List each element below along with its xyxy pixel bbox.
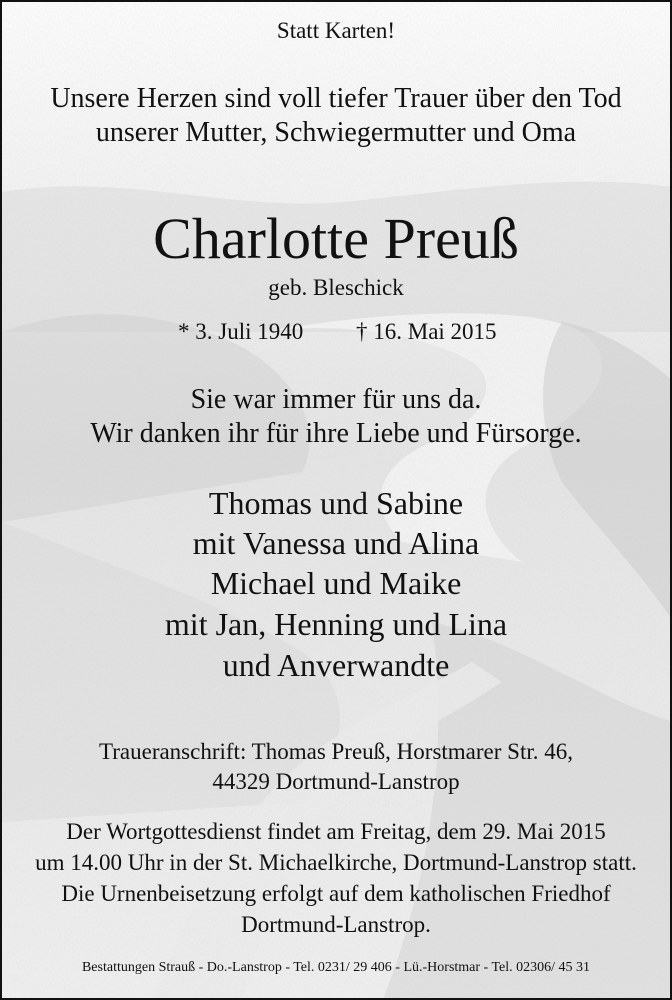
birth-date: * 3. Juli 1940 [178, 319, 304, 344]
quote-line-2: Wir danken ihr für ihre Liebe und Fürsorge. [90, 418, 582, 449]
intro-line-1: Unsere Herzen sind voll tiefer Trauer über den Tod [50, 83, 622, 114]
quote-line-1: Sie war immer für uns da. [190, 384, 482, 415]
family-line-2: mit Vanessa und Alina [192, 525, 480, 561]
death-date: † 16. Mai 2015 [356, 319, 497, 344]
maiden-name: geb. Bleschick [268, 275, 404, 300]
service-line-4: Dortmund-Lanstrop. [241, 912, 431, 937]
mourning-address-line-1: Traueranschrift: Thomas Preuß, Horstmarer Str. 46, [99, 739, 573, 764]
family-line-3: Michael und Maike [210, 565, 462, 601]
service-line-2: um 14.00 Uhr in der St. Michaelkirche, Dortmund-Lanstrop statt. [35, 850, 637, 875]
life-dates [2, 319, 670, 349]
mourning-address-line-2: 44329 Dortmund-Lanstrop [212, 769, 460, 794]
service-line-3: Die Urnenbeisetzung erfolgt auf dem katholischen Friedhof [61, 881, 611, 906]
family-line-4: mit Jan, Henning und Lina [164, 606, 508, 642]
intro-line-2: unserer Mutter, Schwiegermutter und Oma [95, 117, 577, 148]
notice-content [2, 2, 670, 998]
funeral-home-footer: Bestattungen Strauß - Do.-Lanstrop - Tel. 0231/ 29 406 - Lü.-Horstmar - Tel. 02306/ 45 31 [81, 960, 591, 975]
family-line-1: Thomas und Sabine [208, 485, 464, 521]
family-line-5: und Anverwandte [222, 647, 450, 683]
service-line-1: Der Wortgottesdienst findet am Freitag, dem 29. Mai 2015 [66, 819, 606, 844]
heading-statt-karten: Statt Karten! [276, 18, 396, 43]
deceased-name: Charlotte Preuß [153, 206, 519, 271]
